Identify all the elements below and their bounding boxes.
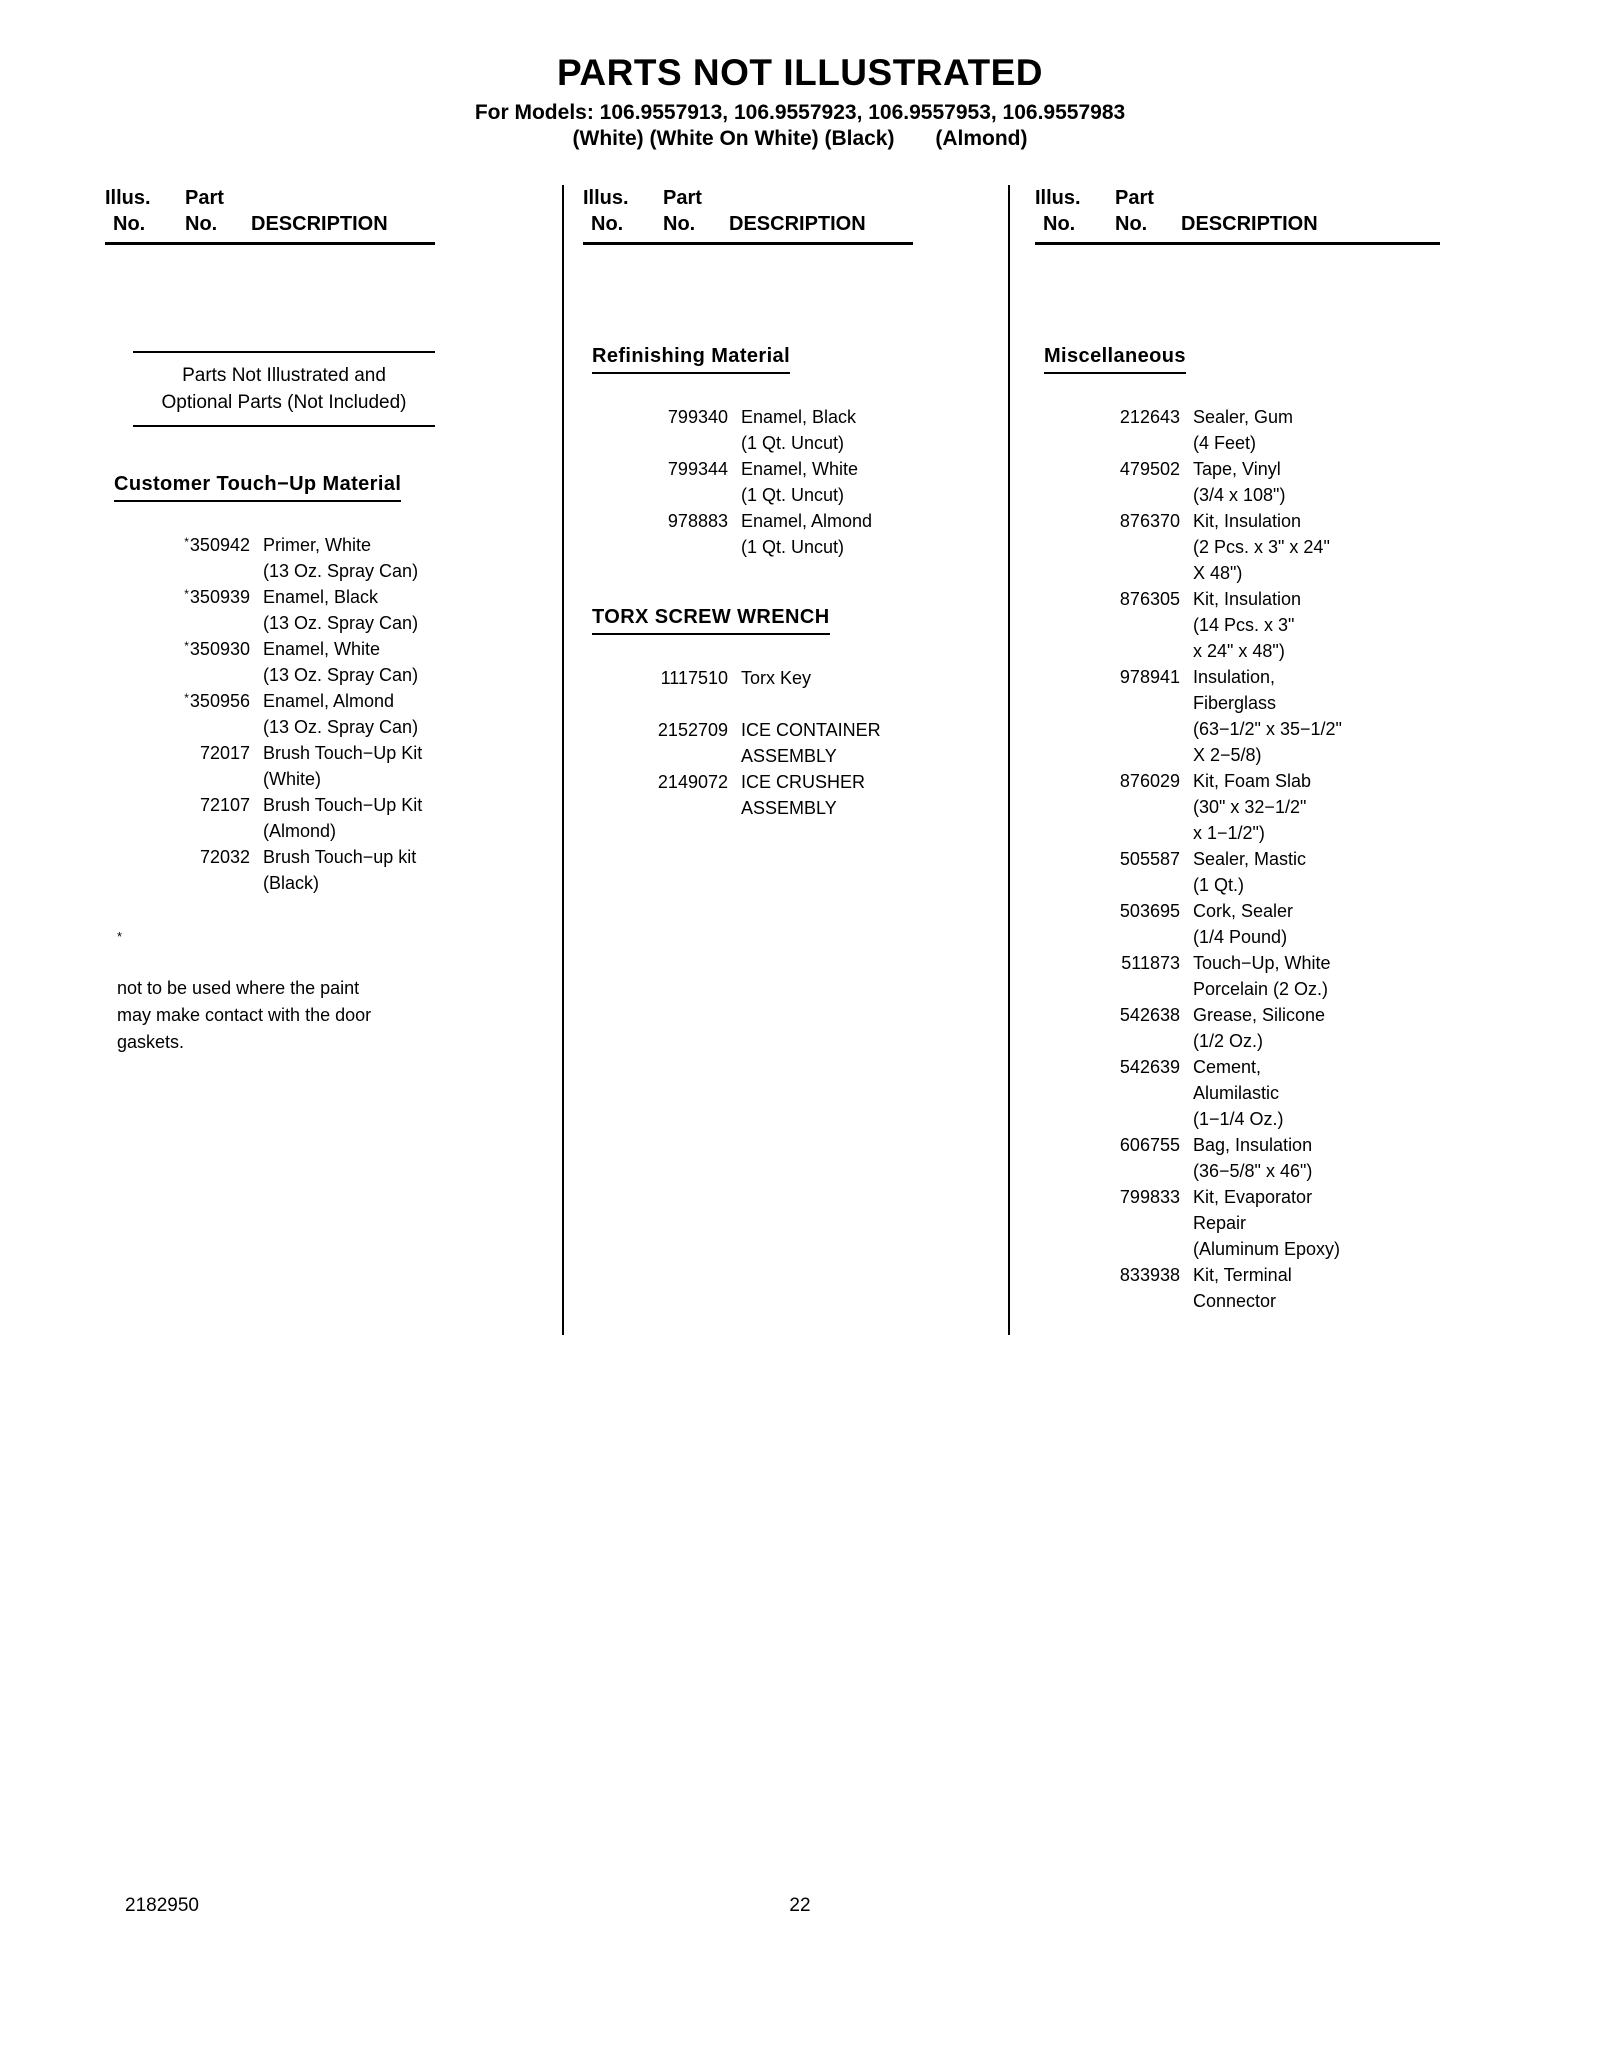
description-line: ICE CRUSHER: [741, 772, 866, 792]
description-line: Enamel, Black: [741, 407, 857, 427]
part-description: [1193, 664, 1342, 768]
part-description: [1193, 846, 1306, 898]
description-line: Brush Touch−Up Kit: [263, 743, 423, 763]
description-line: (30" x 32−1/2": [1193, 797, 1307, 817]
description-line: Brush Touch−Up Kit: [263, 795, 423, 815]
part-number: 542639: [1119, 1057, 1180, 1077]
part-row: [1035, 1184, 1480, 1262]
description-line: x 1−1/2"): [1193, 823, 1265, 843]
description-line: (1/4 Pound): [1193, 927, 1288, 947]
description-line: (13 Oz. Spray Can): [263, 561, 419, 581]
section-heading: [583, 345, 1003, 374]
description-line: (White): [263, 769, 321, 789]
part-row: [1035, 404, 1480, 456]
description-line: Primer, White: [263, 535, 372, 555]
part-number: 833938: [1119, 1265, 1180, 1285]
description-line: X 48"): [1193, 563, 1243, 583]
part-description: [1193, 1002, 1325, 1054]
footnote-line: gaskets.: [117, 1032, 185, 1052]
description-line: ASSEMBLY: [741, 798, 837, 818]
part-row: [583, 665, 1003, 691]
description-line: Cork, Sealer: [1193, 901, 1294, 921]
description-line: (3/4 x 108"): [1193, 485, 1286, 505]
part-description: [741, 717, 881, 769]
models-line: For Models: 106.9557913, 106.9557923, 106.9557953, 106.9557983: [474, 101, 1126, 124]
optional-parts-note: [133, 351, 435, 427]
part-no-header-label: No.: [663, 213, 696, 235]
part-number: 505587: [1119, 849, 1180, 869]
part-number: *350939: [184, 587, 250, 607]
illus-header-label: Illus.: [105, 187, 151, 209]
header-rule: [1035, 242, 1440, 245]
part-row: [1035, 1054, 1480, 1132]
part-number: 876029: [1119, 771, 1180, 791]
header-row: [105, 185, 555, 211]
section-heading-text: Refinishing Material: [592, 345, 790, 374]
description-line: Sealer, Mastic: [1193, 849, 1307, 869]
illus-no-header-label: No.: [1043, 213, 1076, 235]
description-line: (1 Qt. Uncut): [741, 485, 845, 505]
part-description: [263, 792, 422, 844]
description-line: X 2−5/8): [1193, 745, 1262, 765]
part-row: [583, 717, 1003, 769]
header-row: [105, 211, 555, 237]
part-number: 876305: [1119, 589, 1180, 609]
parts-section: [105, 473, 555, 896]
description-line: Enamel, Black: [263, 587, 379, 607]
illus-header-label: Illus.: [583, 187, 629, 209]
description-line: (Almond): [263, 821, 337, 841]
description-line: (63−1/2" x 35−1/2": [1193, 719, 1342, 739]
part-number: 2152709: [657, 720, 728, 740]
part-row: [105, 532, 555, 584]
part-row: [105, 844, 555, 896]
part-description: [1193, 1132, 1312, 1184]
part-number: 978941: [1119, 667, 1180, 687]
parts-section: [1035, 345, 1480, 1314]
footnote-star: *: [184, 639, 189, 653]
page-number: 22: [789, 1895, 811, 1916]
description-line: Repair: [1193, 1213, 1247, 1233]
section-heading-text: TORX SCREW WRENCH: [592, 606, 830, 635]
parts-column-middle: [583, 185, 1003, 821]
description-line: Enamel, Almond: [263, 691, 395, 711]
part-number: 606755: [1119, 1135, 1180, 1155]
description-line: Fiberglass: [1193, 693, 1277, 713]
header-row: [1035, 211, 1480, 237]
description-header-label: DESCRIPTION: [729, 213, 866, 235]
illus-no-header-label: No.: [591, 213, 624, 235]
part-number: 542638: [1119, 1005, 1180, 1025]
column-divider: [1008, 185, 1010, 1335]
description-line: (1 Qt. Uncut): [741, 537, 845, 557]
illus-no-header-label: No.: [113, 213, 146, 235]
part-row: [105, 584, 555, 636]
description-line: Tape, Vinyl: [1193, 459, 1281, 479]
part-number: *350930: [184, 639, 250, 659]
column-header: [1035, 185, 1480, 245]
parts-column-right: [1035, 185, 1480, 1314]
description-line: Brush Touch−up kit: [263, 847, 417, 867]
part-description: [741, 508, 872, 560]
part-description: [1193, 1184, 1340, 1262]
part-number: 978883: [667, 511, 728, 531]
part-description: [263, 584, 418, 636]
section-heading-text: Miscellaneous: [1044, 345, 1186, 374]
part-number: 503695: [1119, 901, 1180, 921]
part-description: [263, 532, 418, 584]
description-line: Porcelain (2 Oz.): [1193, 979, 1329, 999]
section-heading-text: Customer Touch−Up Material: [114, 473, 401, 502]
description-line: (13 Oz. Spray Can): [263, 665, 419, 685]
description-line: (1−1/4 Oz.): [1193, 1109, 1284, 1129]
description-line: x 24" x 48"): [1193, 641, 1285, 661]
part-header-label: Part: [663, 187, 702, 209]
description-header-label: DESCRIPTION: [251, 213, 388, 235]
part-row: [105, 688, 555, 740]
description-line: (Aluminum Epoxy): [1193, 1239, 1341, 1259]
part-number: 799344: [667, 459, 728, 479]
part-description: [1193, 1262, 1292, 1314]
description-line: Kit, Evaporator: [1193, 1187, 1313, 1207]
header-row: [583, 185, 1003, 211]
description-line: Kit, Foam Slab: [1193, 771, 1312, 791]
part-description: [1193, 404, 1293, 456]
footnote-line: not to be used where the paint: [117, 978, 360, 998]
description-line: Alumilastic: [1193, 1083, 1280, 1103]
description-line: Cement,: [1193, 1057, 1262, 1077]
part-row: [1035, 768, 1480, 846]
part-row: [1035, 664, 1480, 768]
footnote: [105, 930, 555, 1056]
description-line: ICE CONTAINER: [741, 720, 881, 740]
section-heading: [105, 473, 555, 502]
part-description: [1193, 1054, 1284, 1132]
document-number: 2182950: [125, 1895, 199, 1916]
part-number: *350942: [184, 535, 250, 555]
part-description: [1193, 898, 1293, 950]
description-line: Kit, Terminal: [1193, 1265, 1292, 1285]
part-row: [1035, 1002, 1480, 1054]
model-colors-line: (White) (White On White) (Black) (Almond): [572, 127, 1028, 150]
part-description: [1193, 950, 1331, 1002]
description-line: (1 Qt.): [1193, 875, 1245, 895]
description-line: (1/2 Oz.): [1193, 1031, 1264, 1051]
part-number: 799340: [667, 407, 728, 427]
part-header-label: Part: [185, 187, 224, 209]
part-description: [741, 404, 856, 456]
part-no-header-label: No.: [185, 213, 218, 235]
description-line: (13 Oz. Spray Can): [263, 613, 419, 633]
description-line: Bag, Insulation: [1193, 1135, 1313, 1155]
part-number: 212643: [1119, 407, 1180, 427]
description-line: (13 Oz. Spray Can): [263, 717, 419, 737]
description-line: (2 Pcs. x 3" x 24": [1193, 537, 1330, 557]
part-row: [105, 792, 555, 844]
description-line: Enamel, White: [741, 459, 859, 479]
part-number: 479502: [1119, 459, 1180, 479]
page-title: PARTS NOT ILLUSTRATED: [557, 52, 1043, 93]
note-line: Optional Parts (Not Included): [161, 392, 407, 413]
part-description: [1193, 586, 1301, 664]
note-line: Parts Not Illustrated and: [182, 365, 386, 386]
part-row: [1035, 950, 1480, 1002]
parts-section: [583, 345, 1003, 560]
description-line: Grease, Silicone: [1193, 1005, 1326, 1025]
description-line: Kit, Insulation: [1193, 589, 1302, 609]
part-number: 876370: [1119, 511, 1180, 531]
column-header: [583, 185, 1003, 245]
description-line: Connector: [1193, 1291, 1277, 1311]
part-description: [1193, 508, 1330, 586]
page-footer: [0, 1895, 1600, 1917]
part-row: [583, 404, 1003, 456]
parts-section: [583, 606, 1003, 821]
description-line: Enamel, Almond: [741, 511, 873, 531]
part-no-header-label: No.: [1115, 213, 1148, 235]
description-line: (36−5/8" x 46"): [1193, 1161, 1313, 1181]
footnote-star: *: [184, 587, 189, 601]
header-row: [1035, 185, 1480, 211]
part-row: [1035, 1262, 1480, 1314]
part-row: [105, 636, 555, 688]
part-description: [741, 456, 858, 508]
description-line: ASSEMBLY: [741, 746, 837, 766]
part-row: [583, 769, 1003, 821]
part-number: 2149072: [657, 772, 728, 792]
footnote-marker: *: [117, 929, 123, 944]
part-description: [1193, 456, 1285, 508]
part-number: 72107: [199, 795, 250, 815]
part-description: [263, 636, 418, 688]
description-line: Torx Key: [741, 668, 812, 688]
description-header-label: DESCRIPTION: [1181, 213, 1318, 235]
footnote-line: may make contact with the door: [117, 1005, 372, 1025]
part-description: [263, 740, 422, 792]
page-header: [0, 0, 1600, 151]
part-header-label: Part: [1115, 187, 1154, 209]
header-rule: [105, 242, 435, 245]
description-line: Sealer, Gum: [1193, 407, 1294, 427]
part-number: 1117510: [660, 668, 728, 688]
footnote-star: *: [184, 535, 189, 549]
part-row: [1035, 1132, 1480, 1184]
part-row: [1035, 898, 1480, 950]
section-heading: [583, 606, 1003, 635]
part-description: [263, 844, 416, 896]
header-row: [583, 211, 1003, 237]
part-number: 799833: [1119, 1187, 1180, 1207]
part-row: [1035, 508, 1480, 586]
part-description: [741, 665, 811, 691]
part-row: [583, 456, 1003, 508]
part-number: 72017: [199, 743, 250, 763]
part-number: 72032: [199, 847, 250, 867]
part-row: [105, 740, 555, 792]
description-line: Enamel, White: [263, 639, 381, 659]
description-line: (1 Qt. Uncut): [741, 433, 845, 453]
part-row: [1035, 456, 1480, 508]
part-description: [1193, 768, 1311, 846]
part-row: [1035, 846, 1480, 898]
part-number: *350956: [184, 691, 250, 711]
column-divider: [562, 185, 564, 1335]
description-line: (4 Feet): [1193, 433, 1257, 453]
header-rule: [583, 242, 913, 245]
description-line: (Black): [263, 873, 320, 893]
part-number: 511873: [1121, 953, 1180, 973]
part-description: [263, 688, 418, 740]
description-line: Kit, Insulation: [1193, 511, 1302, 531]
footnote-star: *: [184, 691, 189, 705]
description-line: (14 Pcs. x 3": [1193, 615, 1295, 635]
column-header: [105, 185, 555, 245]
description-line: Insulation,: [1193, 667, 1276, 687]
illus-header-label: Illus.: [1035, 187, 1081, 209]
description-line: Touch−Up, White: [1193, 953, 1331, 973]
part-row: [1035, 586, 1480, 664]
part-row: [583, 508, 1003, 560]
section-heading: [1035, 345, 1480, 374]
part-description: [741, 769, 865, 821]
parts-column-left: [105, 185, 555, 1056]
